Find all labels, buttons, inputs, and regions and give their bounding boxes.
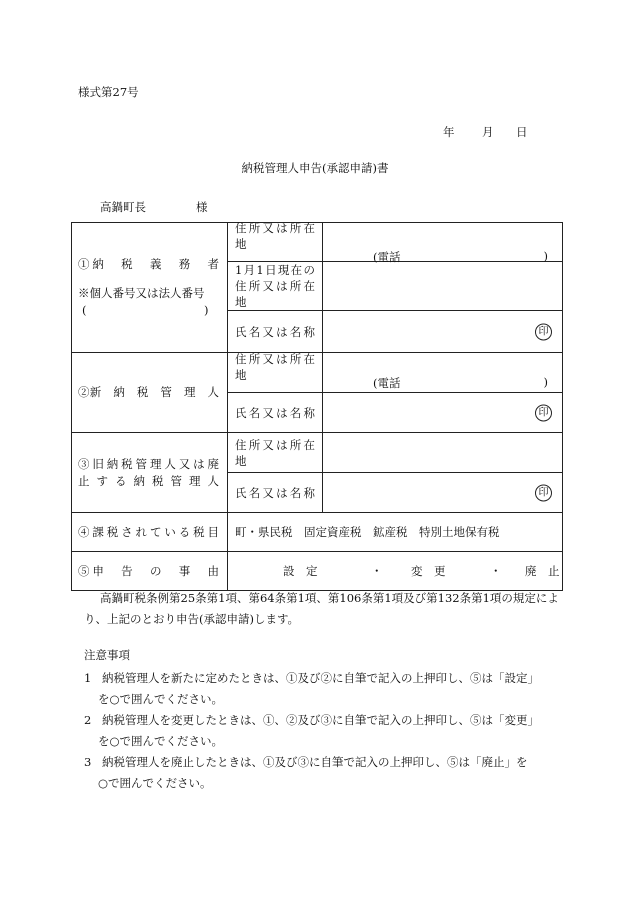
note-item: 3 納税管理人を廃止したときは、①及び③に自筆で記入の上押印し、⑤は「廃止」を ○で囲んでください。 [84, 755, 528, 790]
taxpayer-name-label: 氏名又は名称 [235, 324, 315, 339]
taxpayer-phone-label: (電話 [373, 250, 401, 264]
seal-mark: 印 [535, 323, 552, 340]
taxpayer-label-cell [72, 223, 228, 353]
taxpayer-phone-close: ) [543, 249, 548, 263]
reason-options-cell [228, 552, 563, 591]
taxpayer-address-label: 住所又は所在地 [235, 221, 315, 251]
notes-title: 注意事項 [84, 648, 130, 662]
seal-mark: 印 [535, 404, 552, 421]
note-item: 1 納税管理人を新たに定めたときは、①及び②に自筆で記入の上押印し、⑤は「設定」 を○で囲んでください。 [84, 671, 539, 706]
old-manager-label-cell [72, 433, 228, 513]
taxpayer-jan1-address-field[interactable] [323, 262, 563, 311]
old-manager-address-field[interactable] [323, 433, 563, 473]
new-manager-address-label-cell [228, 353, 323, 393]
addressee-name: 高鍋町長 [100, 200, 146, 214]
form-number: 様式第27号 [78, 85, 139, 99]
declaration-form-table [71, 222, 563, 591]
old-manager-label-line2: 止する納税管理人 [78, 473, 219, 488]
tax-items-label: ④課税されている税目 [78, 524, 219, 539]
date-day: 日 [516, 125, 528, 139]
new-manager-address-label: 住所又は所在地 [235, 351, 315, 382]
reason-separator: ・ [490, 563, 502, 578]
old-manager-label-line1: ③旧納税管理人又は廃 [78, 456, 219, 471]
old-manager-address-label-cell [228, 433, 323, 473]
reason-option-abolish[interactable]: 廃 止 [525, 563, 560, 578]
taxpayer-address-field[interactable] [323, 223, 563, 262]
new-manager-name-field[interactable] [323, 393, 563, 433]
declaration-statement: 高鍋町税条例第25条第1項、第64条第1項、第106条第1項及び第132条第1項の規定により、上記のとおり申告(承認申請)します。 [84, 591, 559, 626]
new-manager-label: ②新 納 税 管 理 人 [78, 385, 219, 399]
honorific: 様 [196, 200, 208, 214]
new-manager-name-label: 氏名又は名称 [235, 405, 315, 420]
date-year: 年 [443, 125, 455, 139]
tax-items-label-cell [72, 513, 228, 552]
taxpayer-jan1-label-cell [228, 262, 323, 311]
seal-mark: 印 [535, 484, 552, 501]
reason-label-cell [72, 552, 228, 591]
note-item: 2 納税管理人を変更したときは、①、②及び③に自筆で記入の上押印し、⑤は「変更」 を○で囲んでください。 [84, 713, 539, 748]
reason-separator: ・ [371, 563, 383, 578]
document-title: 納税管理人申告(承認申請)書 [241, 161, 389, 175]
id-number-note: ※個人番号又は法人番号 [78, 286, 205, 300]
old-manager-address-label: 住所又は所在地 [235, 437, 315, 468]
reason-option-setup[interactable]: 設 定 [283, 563, 318, 578]
old-manager-name-label: 氏名又は名称 [235, 485, 315, 500]
reason-option-change[interactable]: 変 更 [411, 563, 446, 578]
new-manager-address-field[interactable] [323, 353, 563, 393]
date-month: 月 [482, 125, 494, 139]
taxpayer-name-field[interactable] [323, 311, 563, 353]
reason-label: ⑤申 告 の 事 由 [78, 563, 219, 578]
old-manager-name-label-cell [228, 473, 323, 513]
jan1-label-line1: 1月1日現在の [235, 263, 315, 277]
jan1-label-line2: 住所又は所在地 [235, 279, 315, 309]
tax-items-value: 町・県民税 固定資産税 鉱産税 特別土地保有税 [235, 525, 500, 539]
taxpayer-label: ①納 税 義 務 者 [78, 257, 219, 271]
addressee [100, 199, 208, 215]
old-manager-name-field[interactable] [323, 473, 563, 513]
taxpayer-address-label-cell [228, 223, 323, 262]
new-manager-phone-close: ) [543, 375, 548, 389]
tax-items-value-cell [228, 513, 563, 552]
new-manager-phone-label: (電話 [373, 376, 401, 390]
new-manager-label-cell [72, 353, 228, 433]
new-manager-name-label-cell [228, 393, 323, 433]
taxpayer-name-label-cell [228, 311, 323, 353]
id-number-field[interactable]: ( ) [82, 303, 209, 317]
